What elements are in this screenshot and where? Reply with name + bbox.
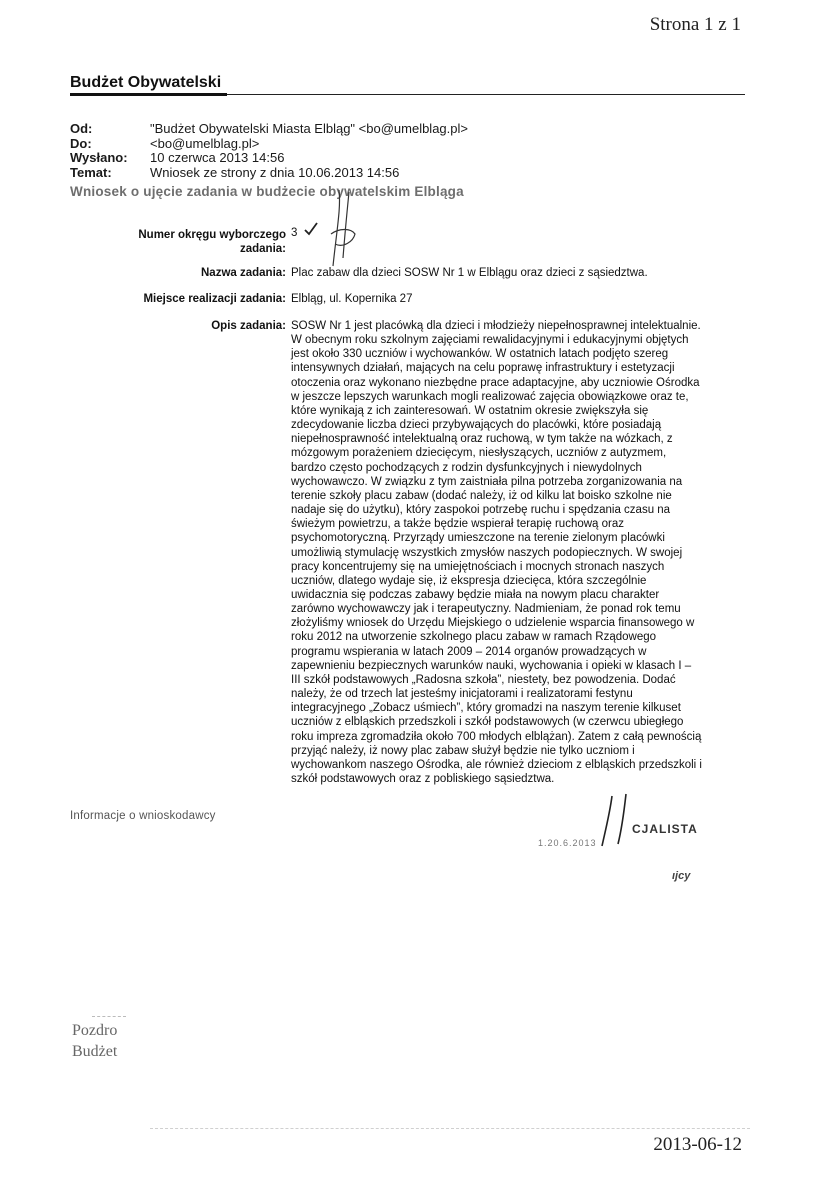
to-row	[70, 137, 468, 152]
checkmark-icon	[304, 222, 318, 236]
to-value: <bo@umelblag.pl>	[150, 135, 260, 151]
subject-value: Wniosek ze strony z dnia 10.06.2013 14:56	[150, 164, 400, 180]
sent-row	[70, 151, 468, 166]
handwritten-mark-icon	[325, 188, 365, 268]
description-value: SOSW Nr 1 jest placówką dla dzieci i młodzieży niepełnosprawnej intelektualnie. W obecnym roku szkolnym zajęciami rewalidacyjnymi i edukacyjnymi objętych jest około 330 uczniów i wychowanków. W ostatnich latach podjęto szereg intensywnych działań, mających na celu poprawę infrastruktury i estetyzacji otoczenia oraz wykonano niezbędne prace adaptacyjne, aby uczniowie Ośrodka w jeszcze lepszych warunkach mogli realizować zajęcia obowiązkowe oraz te, które wynikają z ich zainteresowań. W ostatnim okresie zwiększyła się zdecydowanie liczba dzieci przybywających do placówki, które posiadają niepełnosprawność intelektualną oraz ruchową, w tym także na wózkach, z mózgowym porażeniem dziecięcym, niesłyszących, uczniów z autyzmem, bardzo często pochodzących z rodzin dysfunkcyjnych i niewydolnych wychowawczo. W związku z tym zaistniała pilna potrzeba zorganizowania na terenie szkoły placu zabaw (dodać należy, iż od kilku lat boisko szkolne nie nadaje się do użytku), który zaspokoi potrzebę ruchu i spędzania czasu na świeżym powietrzu, a także będzie wspierał terapię ruchową oraz psychomotoryczną. Przyrządy umieszczone na terenie zielonym placówki umożliwią stymulację wszystkich zmysłów naszych podopiecznych. W swojej pracy koncentrujemy się na umiejętnościach i mocnych stronach naszych uczniów, dlatego wydaje się, iż ekspresja dziecięca, która szczególnie uwidacznia się podczas zabawy będzie miała na nowym placu charakter zarówno wychowawczy jak i terapeutyczny. Nadmieniam, że ponad rok temu złożyliśmy wniosek do Urzędu Miejskiego o udzielenie wsparcia finansowego w roku 2012 na utworzenie szkolnego placu zabaw w ramach Rządowego programu wspierania w latach 2009 – 2014 organów prowadzących w zapewnieniu bezpiecznych warunków nauki, wychowania i opieki w klasach I – III szkół podstawowych „Radosna szkoła”, niestety, bez powodzenia. Dodać należy, że od trzech lat jesteśmy inicjatorami i realizatorami festynu integracyjnego „Zobacz uśmiech”, który gromadzi na naszym terenie kilkuset uczniów z elbląskich przedszkoli i szkół podstawowych (w czerwcu ubiegłego roku impreza zgromadziła około 700 młodych elblążan). Zatem z całą pewnością przyjąć należy, iż nowy plac zabaw służył będzie nie tylko uczniom i wychowankom naszego Ośrodka, ale również dzieciom z elbląskich przedszkoli i szkół podstawowych oraz z pobliskiego sąsiedztwa.	[291, 320, 702, 785]
email-headers	[70, 122, 468, 180]
footer-fragment-line1: Pozdro	[72, 1022, 118, 1039]
handwritten-signature-icon	[598, 792, 640, 848]
task-name-value: Plac zabaw dla dzieci SOSW Nr 1 w Elblągu oraz dzieci z sąsiedztwa.	[291, 267, 648, 279]
applicant-section-label: Informacje o wnioskodawcy	[70, 810, 216, 822]
title-underline	[70, 93, 227, 96]
stamp-text: CJALISTA	[632, 822, 698, 836]
sent-label: Wysłano:	[70, 150, 128, 165]
from-row	[70, 122, 468, 137]
from-label: Od:	[70, 121, 93, 136]
bottom-rule	[150, 1128, 750, 1130]
sent-value: 10 czerwca 2013 14:56	[150, 150, 285, 165]
print-date: 2013-06-12	[653, 1134, 742, 1155]
document-subtitle: Wniosek o ujęcie zadania w budżecie obywatelskim Elbląga	[70, 184, 464, 199]
stamp-small-text: ιjcy	[672, 870, 691, 882]
subject-label: Temat:	[70, 164, 112, 180]
subject-row	[70, 166, 468, 181]
district-label-line2: zadania:	[239, 243, 286, 255]
task-name-label: Nazwa zadania:	[201, 267, 286, 279]
title-rule	[227, 94, 745, 95]
district-label-line1: Numer okręgu wyborczego	[138, 229, 286, 241]
faint-dash	[92, 1016, 126, 1018]
document-title: Budżet Obywatelski	[70, 74, 222, 91]
location-value: Elbląg, ul. Kopernika 27	[291, 293, 413, 305]
from-value: "Budżet Obywatelski Miasta Elbląg" <bo@umelblag.pl>	[150, 121, 468, 136]
location-label: Miejsce realizacji zadania:	[143, 293, 286, 305]
stamp-date: 1.20.6.2013	[538, 838, 597, 848]
to-label: Do:	[70, 135, 92, 151]
district-label	[138, 228, 286, 256]
description-label: Opis zadania:	[211, 320, 286, 332]
page-number: Strona 1 z 1	[649, 14, 741, 35]
district-value: 3	[291, 227, 298, 239]
footer-fragment-line2: Budżet	[72, 1043, 118, 1060]
